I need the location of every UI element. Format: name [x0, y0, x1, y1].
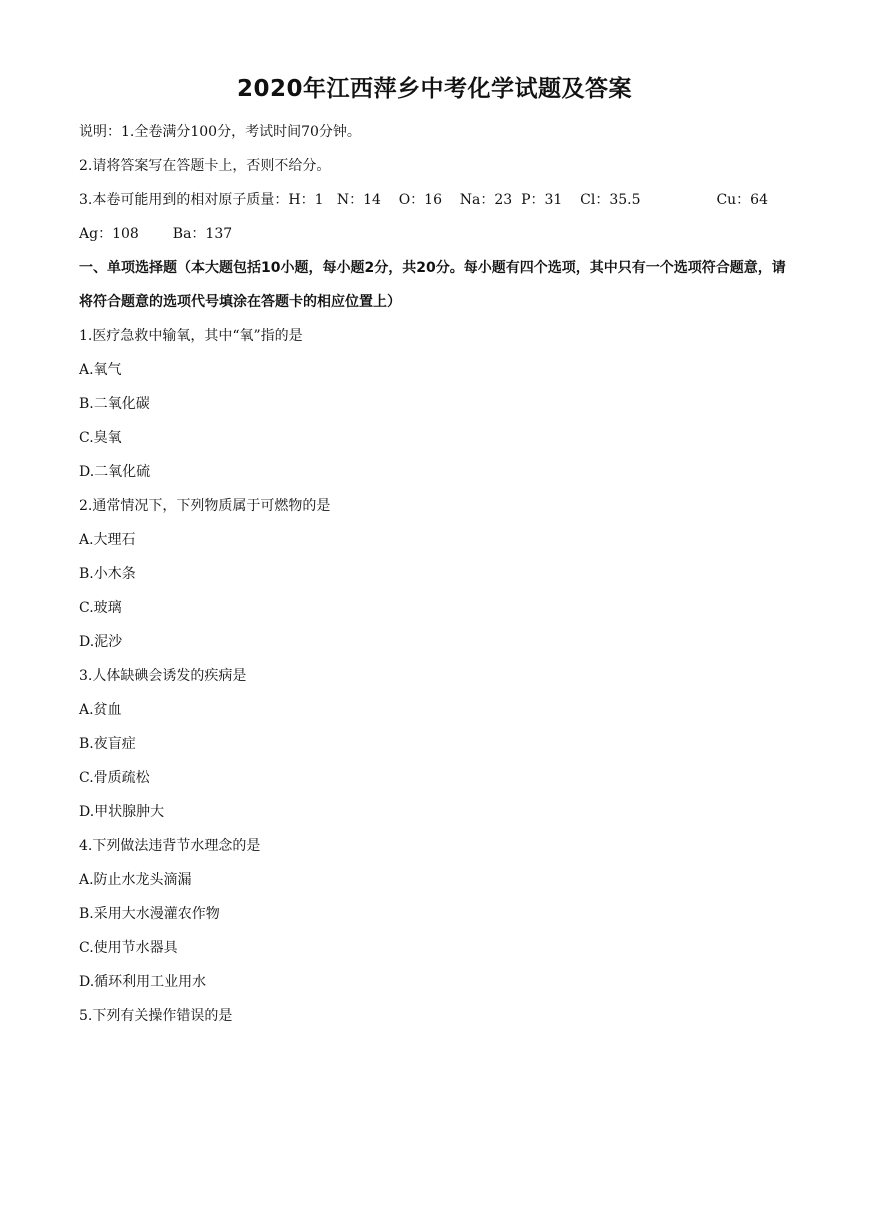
question-option: B.二氧化碳 [79, 396, 150, 412]
instruction-line: 2.请将答案写在答题卡上，否则不给分。 [79, 158, 331, 174]
question-option: A.防止水龙头滴漏 [79, 872, 192, 888]
question-option: D.二氧化硫 [79, 464, 151, 480]
atomic-mass-text: 3.本卷可能用到的相对原子质量：H：1 N：14 O：16 Na：23 P：31 Cl：35.5 [79, 192, 641, 208]
question-option: A.大理石 [79, 532, 136, 548]
question-option: A.贫血 [79, 702, 122, 718]
question-stem: 3.人体缺碘会诱发的疾病是 [79, 668, 247, 684]
atomic-mass-ba: Ba：137 [172, 226, 233, 242]
question-stem: 5.下列有关操作错误的是 [79, 1008, 233, 1024]
atomic-mass-line-2 [79, 217, 794, 251]
question-option: B.夜盲症 [79, 736, 136, 752]
instruction-line: 说明：1.全卷满分100分，考试时间70分钟。 [79, 124, 361, 140]
question-option: B.小木条 [79, 566, 136, 582]
question-option: C.使用节水器具 [79, 940, 178, 956]
page-title: 2020年江西萍乡中考化学试题及答案 [236, 76, 632, 102]
question-option: C.臭氧 [79, 430, 122, 446]
question-stem: 1.医疗急救中输氧，其中“氧”指的是 [79, 328, 303, 344]
section-heading: 一、单项选择题（本大题包括10小题，每小题2分，共20分。每小题有四个选项，其中只有一个选项符合题意，请将符合题意的选项代号填涂在答题卡的相应位置上） [79, 260, 786, 310]
document-body [79, 115, 794, 1033]
question-option: C.骨质疏松 [79, 770, 150, 786]
atomic-mass-ag: Ag：108 [79, 226, 139, 242]
question-option: C.玻璃 [79, 600, 122, 616]
question-option: D.泥沙 [79, 634, 123, 650]
question-list [79, 319, 794, 1033]
question-option: D.循环利用工业用水 [79, 974, 207, 990]
atomic-mass-cu: Cu：64 [716, 192, 768, 208]
question-option: B.采用大水漫灌农作物 [79, 906, 220, 922]
question-stem: 2.通常情况下，下列物质属于可燃物的是 [79, 498, 331, 514]
question-option: A.氧气 [79, 362, 122, 378]
question-option: D.甲状腺肿大 [79, 804, 165, 820]
atomic-mass-line [79, 183, 794, 217]
question-stem: 4.下列做法违背节水理念的是 [79, 838, 261, 854]
